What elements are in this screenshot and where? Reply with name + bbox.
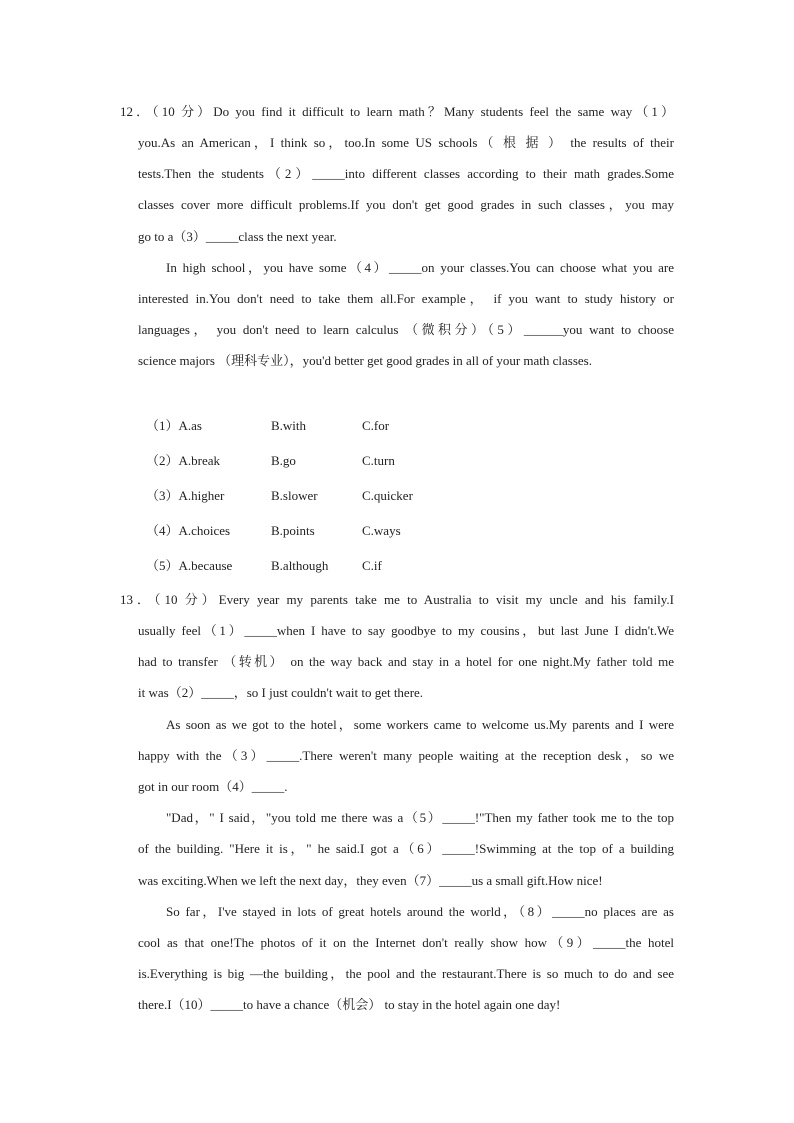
option-c[interactable]: C.for [362, 418, 390, 433]
option-a[interactable]: （1）A.as [146, 418, 202, 433]
option-b[interactable]: B.although [271, 558, 329, 573]
q13-line-13: is.Everything is big —the building，the pool and the restaurant.There is so much to do and see [138, 966, 674, 981]
q13-line-6: happy with the（3）_____.There weren't many people waiting at the reception desk，so we [138, 748, 674, 763]
option-c[interactable]: C.if [362, 558, 382, 573]
q12-line-4: classes cover more difficult problems.If you don't get good grades in such classes，you may [138, 197, 674, 212]
option-b[interactable]: B.go [271, 453, 296, 468]
q13-line-3: had to transfer （转机） on the way back and stay in a hotel for one night.My father told me [138, 654, 674, 669]
option-a[interactable]: （2）A.break [146, 453, 221, 468]
option-b[interactable]: B.slower [271, 488, 318, 503]
q13-line-10: was exciting.When we left the next day，they even（7）_____us a small gift.How nice! [138, 873, 603, 888]
q13-line-4: it was（2）_____，so I just couldn't wait to get there. [138, 685, 424, 700]
q13-line-5: As soon as we got to the hotel，some workers came to welcome us.My parents and I were [166, 717, 674, 732]
option-b[interactable]: B.points [271, 523, 315, 538]
option-c[interactable]: C.ways [362, 523, 401, 538]
q12-line-2: you.As an American，I think so，too.In some US schools（ 根 据 ） the results of their [138, 135, 674, 150]
option-a[interactable]: （4）A.choices [146, 523, 231, 538]
q13-line-11: So far，I've stayed in lots of great hotels around the world，（8）_____no places are as [166, 904, 674, 919]
q12-line-9: science majors （理科专业），you'd better get good grades in all of your math classes. [138, 353, 592, 368]
q12-line-6: In high school，you have some（4）_____on your classes.You can choose what you are [166, 260, 674, 275]
q12-line-8: languages， you don't need to learn calculus （微积分）（5）______you want to choose [138, 322, 674, 337]
q13-line-12: cool as that one!The photos of it on the Internet don't really show how（9）_____the hotel [138, 935, 674, 950]
option-a[interactable]: （3）A.higher [146, 488, 225, 503]
q13-line-9: of the building. "Here it is，" he said.I got a（6）_____!Swimming at the top of a building [138, 841, 674, 856]
option-b[interactable]: B.with [271, 418, 307, 433]
q12-line-3: tests.Then the students（2）_____into different classes according to their math grades.Some [138, 166, 674, 181]
option-c[interactable]: C.quicker [362, 488, 413, 503]
option-a[interactable]: （5）A.because [146, 558, 233, 573]
q13-line-8: "Dad，" I said，"you told me there was a（5）_____!"Then my father took me to the top [166, 810, 674, 825]
q13-line-1: 13．（10 分）Every year my parents take me to Australia to visit my uncle and his family.I [120, 592, 674, 607]
q12-line-7: interested in.You don't need to take them all.For example， if you want to study history or [138, 291, 674, 306]
q12-line-5: go to a（3）_____class the next year. [138, 229, 337, 244]
option-c[interactable]: C.turn [362, 453, 395, 468]
q13-line-14: there.I（10）_____to have a chance（机会） to stay in the hotel again one day! [138, 997, 561, 1012]
q13-line-2: usually feel（1）_____when I have to say goodbye to my cousins，but last June I didn't.We [138, 623, 674, 638]
q12-line-1: 12．（10 分）Do you find it difficult to learn math？Many students feel the same way（1） [120, 104, 674, 119]
q13-line-7: got in our room（4）_____. [138, 779, 288, 794]
